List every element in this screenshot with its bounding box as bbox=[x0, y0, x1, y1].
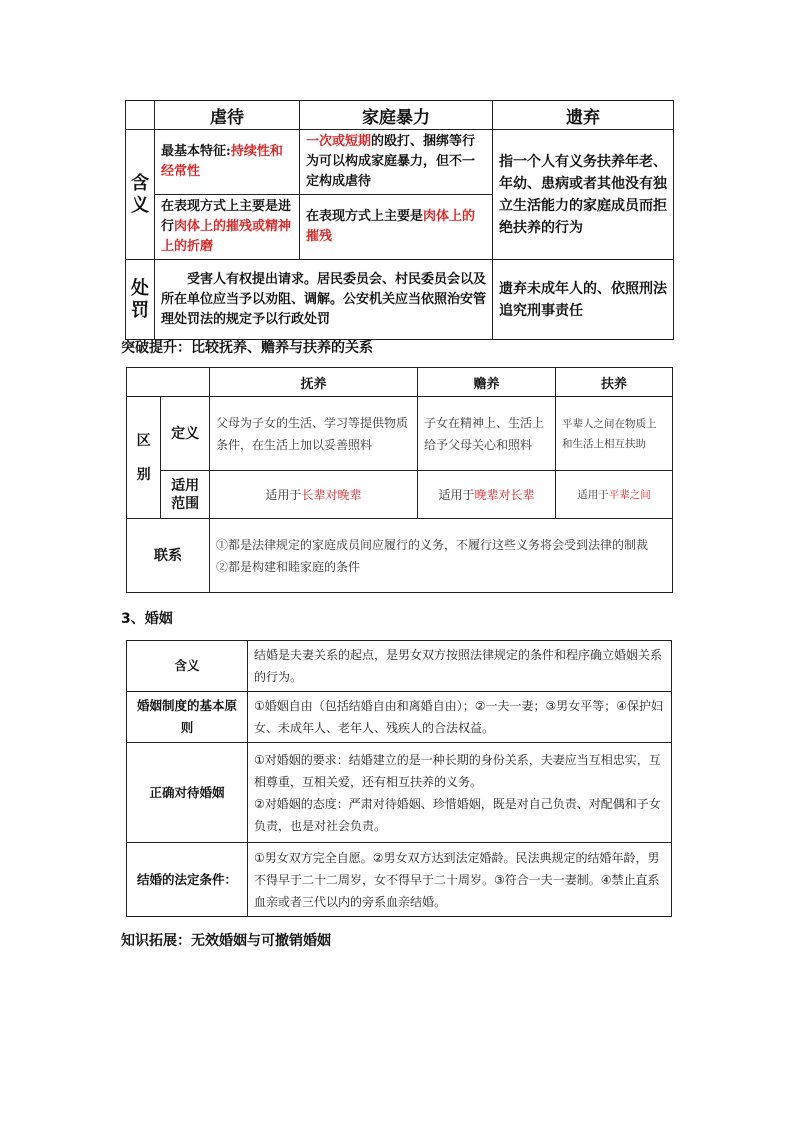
punish-text: 受害人有权提出请求。居民委员会、村民委员会以及所在单位应当予以劝阻、调解。公安机关应当依照治安管理处罚法的规定予以行政处罚 bbox=[155, 260, 493, 340]
link-label: 联系 bbox=[127, 519, 210, 593]
section-heading-extension: 知识拓展：无效婚姻与可撤销婚姻 bbox=[121, 933, 331, 949]
marriage-meaning-label: 含义 bbox=[127, 641, 248, 692]
scope-label: 适用范围 bbox=[161, 471, 210, 519]
support-comparison-table bbox=[126, 367, 673, 593]
marriage-attitude: ②对婚姻的态度：严肃对待婚姻、珍惜婚姻，既是对自己负责、对配偶和子女负责，也是对社会负责。 bbox=[254, 796, 661, 833]
abuse-form: 在表现方式上主要是进行肉体上的摧残或精神上的折磨 bbox=[155, 195, 300, 260]
marriage-principles-label: 婚姻制度的基本原则 bbox=[127, 692, 248, 743]
def-label: 定义 bbox=[161, 397, 210, 471]
marriage-table bbox=[126, 640, 672, 917]
meaning-label: 含义 bbox=[126, 130, 155, 260]
header-violence: 家庭暴力 bbox=[300, 101, 493, 130]
link-text bbox=[210, 519, 673, 593]
marriage-requirement: ①对婚姻的要求：结婚建立的是一种长期的身份关系，夫妻应当互相忠实，互相尊重，互相关爱，还有相互扶养的义务。 bbox=[254, 752, 661, 789]
def-raise: 父母为子女的生活、学习等提供物质条件，在生活上加以妥善照料 bbox=[210, 397, 418, 471]
scope-support: 适用于平辈之间 bbox=[556, 471, 673, 519]
marriage-attitude-text bbox=[248, 743, 672, 843]
marriage-conditions-label: 结婚的法定条件： bbox=[127, 843, 248, 917]
marriage-principles-text: ①婚姻自由（包括结婚自由和离婚自由）；②一夫一妻；③男女平等；④保护妇女、未成年人、老年人、残疾人的合法权益。 bbox=[248, 692, 672, 743]
header-shanyang: 赡养 bbox=[418, 368, 556, 397]
abandon-punish: 遗弃未成年人的、依照刑法追究刑事责任 bbox=[493, 260, 674, 340]
violence-feature: 一次或短期的殴打、捆绑等行为可以构成家庭暴力，但不一定构成虐待 bbox=[300, 130, 493, 195]
header-abandon: 遗弃 bbox=[493, 101, 674, 130]
abandon-meaning: 指一个人有义务扶养年老、年幼、患病或者其他没有独立生活能力的家庭成员而拒绝扶养的行为 bbox=[493, 130, 674, 260]
scope-raise: 适用于长辈对晚辈 bbox=[210, 471, 418, 519]
def-shanyang: 子女在精神上、生活上给予父母关心和照料 bbox=[418, 397, 556, 471]
scope-shanyang: 适用于晚辈对长辈 bbox=[418, 471, 556, 519]
link-item-2: ②都是构建和睦家庭的条件 bbox=[216, 559, 361, 574]
section-heading-marriage: 3、婚姻 bbox=[121, 611, 173, 627]
header-fuyang-support: 扶养 bbox=[556, 368, 673, 397]
corner-cell bbox=[126, 101, 155, 130]
marriage-attitude-label: 正确对待婚姻 bbox=[127, 743, 248, 843]
link-item-1: ①都是法律规定的家庭成员间应履行的义务，不履行这些义务将会受到法律的制裁 bbox=[216, 537, 649, 552]
punish-label: 处罚 bbox=[126, 260, 155, 340]
diff-label: 区别 bbox=[127, 397, 161, 519]
violence-form: 在表现方式上主要是肉体上的摧残 bbox=[300, 195, 493, 260]
marriage-conditions-text: ①男女双方完全自愿。②男女双方达到法定婚龄。民法典规定的结婚年龄，男不得早于二十二周岁，女不得早于二十周岁。③符合一夫一妻制。④禁止直系血亲或者三代以内的旁系血亲结婚。 bbox=[248, 843, 672, 917]
corner-cell bbox=[127, 368, 210, 397]
section-heading-comparison: 突破提升：比较抚养、赡养与扶养的关系 bbox=[121, 340, 373, 356]
abuse-feature: 最基本特征:持续性和经常性 bbox=[155, 130, 300, 195]
abuse-violence-abandon-table bbox=[125, 100, 674, 340]
header-abuse: 虐待 bbox=[155, 101, 300, 130]
def-support: 平辈人之间在物质上和生活上相互扶助 bbox=[556, 397, 673, 471]
marriage-meaning-text: 结婚是夫妻关系的起点，是男女双方按照法律规定的条件和程序确立婚姻关系的行为。 bbox=[248, 641, 672, 692]
header-fuyang-raise: 抚养 bbox=[210, 368, 418, 397]
